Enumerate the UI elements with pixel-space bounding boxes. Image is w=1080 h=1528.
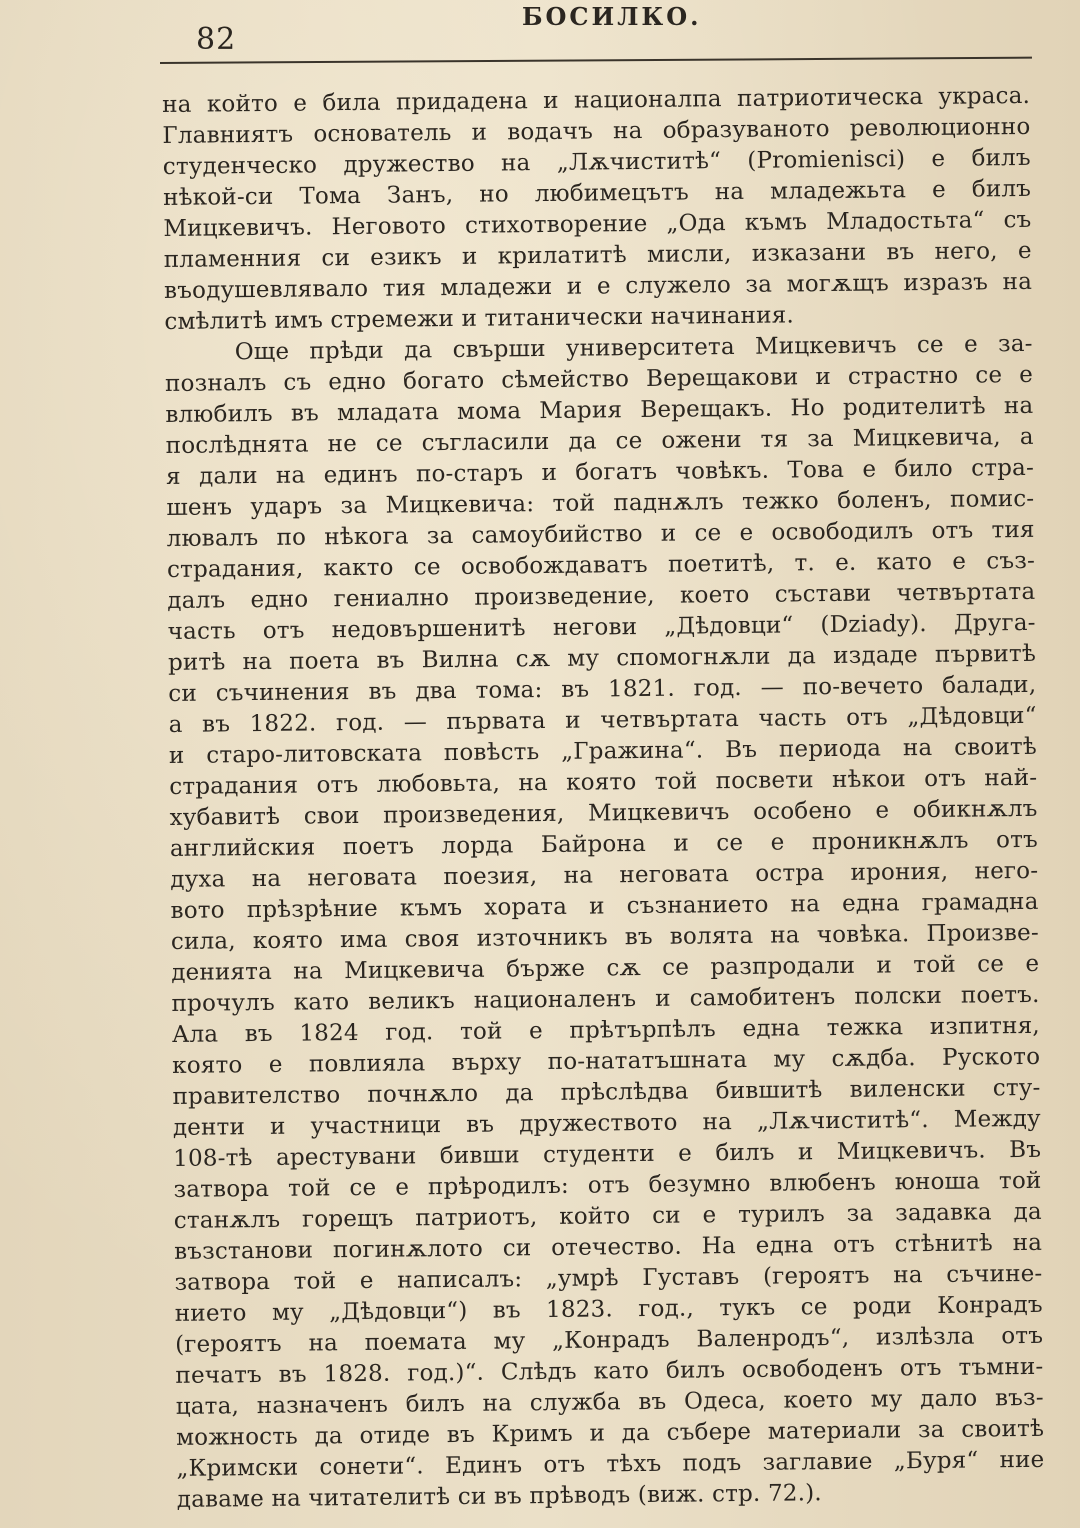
text-line: смѣлитѣ имъ стремежи и титанически начинания. (164, 302, 795, 335)
text-line: въодушевлявало тия младежи и е служело за могѫщъ изразъ на (163, 268, 1033, 304)
text-line: нѣкой-си Тома Занъ, но любимецътъ на младежьта е билъ (162, 175, 1032, 211)
text-line: (героятъ на поемата му „Конрадъ Валенродъ“, излѣзла отъ (175, 1322, 1044, 1358)
text-line: денията на Мицкевича бърже сѫ се разпродали и той се е (171, 950, 1040, 986)
text-line: възстанови погинѫлото си отечество. На една отъ стѣнитѣ на (174, 1229, 1043, 1265)
text-line: вото прѣзрѣние къмъ хората и съзнанието на една грамадна (170, 888, 1039, 924)
text-line: а въ 1822. год. — първата и четвъртата часть отъ „Дѣдовци“ (168, 702, 1037, 738)
text-line: печатъ въ 1828. год.)“. Слѣдъ като билъ освободенъ отъ тъмни- (175, 1353, 1044, 1389)
text-line: на който е била придадена и националпа патриотическа украса. (162, 82, 1031, 118)
text-line: пламенния си езикъ и крилатитѣ мисли, изказани въ него, е (163, 237, 1032, 273)
header-rule (160, 57, 1032, 64)
text-line: шенъ ударъ за Мицкевича: той паднѫлъ тежко боленъ, помис- (166, 485, 1035, 521)
text-line: английския поетъ лорда Байрона и се е проникнѫлъ отъ (169, 826, 1039, 862)
text-line: прочулъ като великъ националенъ и самобитенъ полски поетъ. (171, 981, 1040, 1017)
text-line: денти и участници въ дружеството на „Лѫчиститѣ“. Между (172, 1105, 1041, 1141)
text-line: далъ едно гениално произведение, което състави четвъртата (167, 578, 1036, 614)
text-line: влюбилъ въ младата мома Мария Верещакъ. Но родителитѣ на (165, 392, 1034, 428)
text-line: станѫлъ горещъ патриотъ, който си е турилъ за задавка да (173, 1198, 1042, 1234)
text-line: часть отъ недовършенитѣ негови „Дѣдовци“ (Dziady). Друга- (167, 609, 1036, 645)
text-line: Главниятъ основатель и водачъ на образуваното революционно (162, 113, 1031, 149)
text-line: 108-тѣ арестувани бивши студенти е билъ и Мицкевичъ. Въ (173, 1136, 1042, 1172)
text-line: „Кримски сонети“. Единъ отъ тѣхъ подъ заглавие „Буря“ ние (176, 1446, 1045, 1482)
text-line: страдания отъ любовьта, на която той посвети нѣкои отъ най- (169, 764, 1038, 800)
text-line: Мицкевичъ. Неговото стихотворение „Ода къмъ Младостьта“ съ (163, 206, 1032, 242)
page-header (160, 0, 1032, 70)
text-line: духа на неговата поезия, на неговата остра ирония, него- (170, 857, 1039, 893)
text-line: затвора той се е прѣродилъ: отъ безумно влюбенъ юноша той (173, 1167, 1042, 1203)
text-line: затвора той е написалъ: „умрѣ Густавъ (героятъ на съчине- (174, 1260, 1043, 1296)
text-line: си съчинения въ два тома: въ 1821. год. — по-вечето балади, (168, 671, 1037, 707)
running-title: БОСИЛКО. (522, 2, 702, 31)
text-line: правителство почнѫло да прѣслѣдва бившитѣ виленски сту- (172, 1074, 1041, 1110)
text-line: хубавитѣ свои произведения, Мицкевичъ особено е обикнѫлъ (169, 795, 1038, 831)
paragraph-start-line: Още прѣди да свърши университета Мицкевичъ се е за- (234, 330, 1033, 366)
text-line: която е повлияла върху по-нататъшната му сѫдба. Руското (172, 1043, 1041, 1079)
page-number: 82 (196, 22, 237, 57)
text-line: и старо-литовската повѣсть „Гражина“. Въ периода на своитѣ (168, 733, 1038, 769)
text-line: можность да отиде въ Кримъ и да събере материали за своитѣ (175, 1415, 1045, 1451)
text-line: студенческо дружество на „Лѫчиститѣ“ (Promienisci) е билъ (162, 144, 1031, 180)
text-line: лювалъ по нѣкога за самоубийство и се е освободилъ отъ тия (166, 516, 1035, 552)
body-text (162, 81, 1045, 1516)
text-line: страдания, както се освобождаватъ поетитѣ, т. е. като е съз- (166, 547, 1036, 583)
text-line: даваме на читателитѣ си въ прѣводъ (виж. стр. 72.). (176, 1480, 823, 1513)
text-line: я дали на единъ по-старъ и богатъ човѣкъ. Това е било стра- (165, 454, 1035, 490)
text-line: послѣднята не се съгласили да се ожени тя за Мицкевича, а (165, 423, 1034, 459)
text-line: ритѣ на поета въ Вилна сѫ му спомогнѫли да издаде първитѣ (167, 640, 1037, 676)
text-line: Ала въ 1824 год. той е прѣтърпѣлъ една тежка изпитня, (171, 1012, 1040, 1048)
text-line: позналъ съ едно богато сѣмейство Верещакови и страстно се е (164, 361, 1034, 397)
text-line: нието му „Дѣдовци“) въ 1823. год., тукъ се роди Конрадъ (174, 1291, 1043, 1327)
text-line: сила, която има своя източникъ въ волята на човѣка. Произве- (170, 919, 1040, 955)
text-line: цата, назначенъ билъ на служба въ Одеса, което му дало въз- (175, 1384, 1044, 1420)
